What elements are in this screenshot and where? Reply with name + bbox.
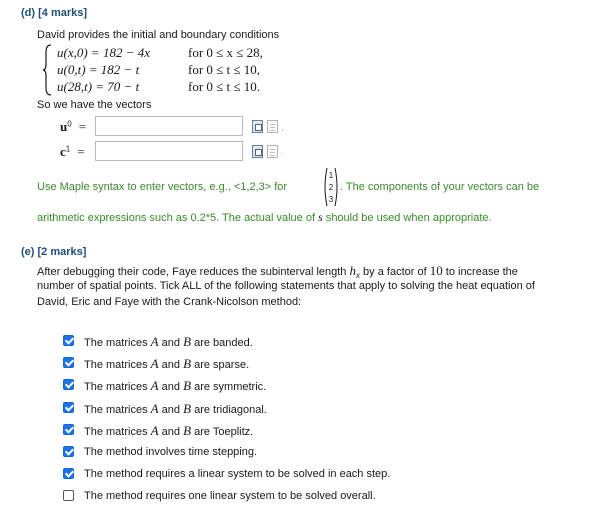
preview-icon[interactable] <box>267 120 278 133</box>
equation-line-1: u(x,0) = 182 − 4x <box>57 45 150 60</box>
option-checkbox-symmetric[interactable] <box>63 379 74 390</box>
equation-cond-1: for 0 ≤ x ≤ 28, <box>188 45 263 60</box>
hint-vector-1: 1 <box>328 171 334 180</box>
equation-line-3: u(28,t) = 70 − t <box>57 79 140 94</box>
option-label-banded: The matrices A and B are banded. <box>84 334 253 349</box>
option-checkbox-linear-overall[interactable] <box>63 490 74 501</box>
preview-icon[interactable] <box>267 145 278 158</box>
hint-text-2: . The components of your vectors can be <box>340 181 540 193</box>
equation-editor-icon[interactable] <box>252 120 263 133</box>
hint-text-1: Use Maple syntax to enter vectors, e.g., <1,2,3> for <box>37 181 288 193</box>
period-mark: . <box>281 146 284 156</box>
option-label-sparse: The matrices A and B are sparse. <box>84 356 250 371</box>
hint-vector-2: 2 <box>328 183 334 192</box>
vectors-text: So we have the vectors <box>37 99 152 111</box>
option-label-toeplitz: The matrices A and B are Toeplitz. <box>84 423 254 438</box>
option-label-symmetric: The matrices A and B are symmetric. <box>84 378 267 393</box>
equation-editor-icon[interactable] <box>252 145 263 158</box>
hint-line-2: arithmetic expressions such as 0.2*5. The actual value of s should be used when appropriate. <box>37 210 492 224</box>
option-checkbox-sparse[interactable] <box>63 357 74 368</box>
option-label-tridiagonal: The matrices A and B are tridiagonal. <box>84 401 267 416</box>
part-d-heading: (d) [4 marks] <box>21 7 88 19</box>
option-checkbox-tridiagonal[interactable] <box>63 402 74 413</box>
c1-input[interactable] <box>95 141 243 161</box>
option-label-time-stepping: The method involves time stepping. <box>84 446 258 458</box>
option-label-linear-each-step: The method requires a linear system to be solved in each step. <box>84 468 391 480</box>
part-e-para-line-2: number of spatial points. Tick ALL of the following statements that apply to solving the heat equation of <box>37 280 535 292</box>
c1-label: $c^1$ = <box>60 144 85 159</box>
hint-vector <box>323 167 339 207</box>
equation-cond-3: for 0 ≤ t ≤ 10. <box>188 79 261 94</box>
equation-cond-2: for 0 ≤ t ≤ 10, <box>188 62 261 77</box>
comma-mark: , <box>281 122 284 132</box>
part-e-para-line-1: After debugging their code, Faye reduces the subinterval length $h_x$ by a factor of 10 to increase the <box>37 263 518 281</box>
equation-brace <box>42 44 52 96</box>
part-d-intro: David provides the initial and boundary conditions <box>37 29 280 41</box>
part-e-para-line-3: David, Eric and Faye with the Crank-Nicolson method: <box>37 296 302 308</box>
option-checkbox-time-stepping[interactable] <box>63 446 74 457</box>
option-checkbox-banded[interactable] <box>63 335 74 346</box>
option-label-linear-overall: The method requires one linear system to be solved overall. <box>84 490 376 502</box>
part-e-heading: (e) [2 marks] <box>21 246 87 258</box>
hint-vector-3: 3 <box>328 195 334 204</box>
u0-input[interactable] <box>95 116 243 136</box>
equation-line-2: u(0,t) = 182 − t <box>57 62 140 77</box>
option-checkbox-toeplitz[interactable] <box>63 424 74 435</box>
option-checkbox-linear-each-step[interactable] <box>63 468 74 479</box>
u0-label: $u^0$ = <box>60 119 87 134</box>
